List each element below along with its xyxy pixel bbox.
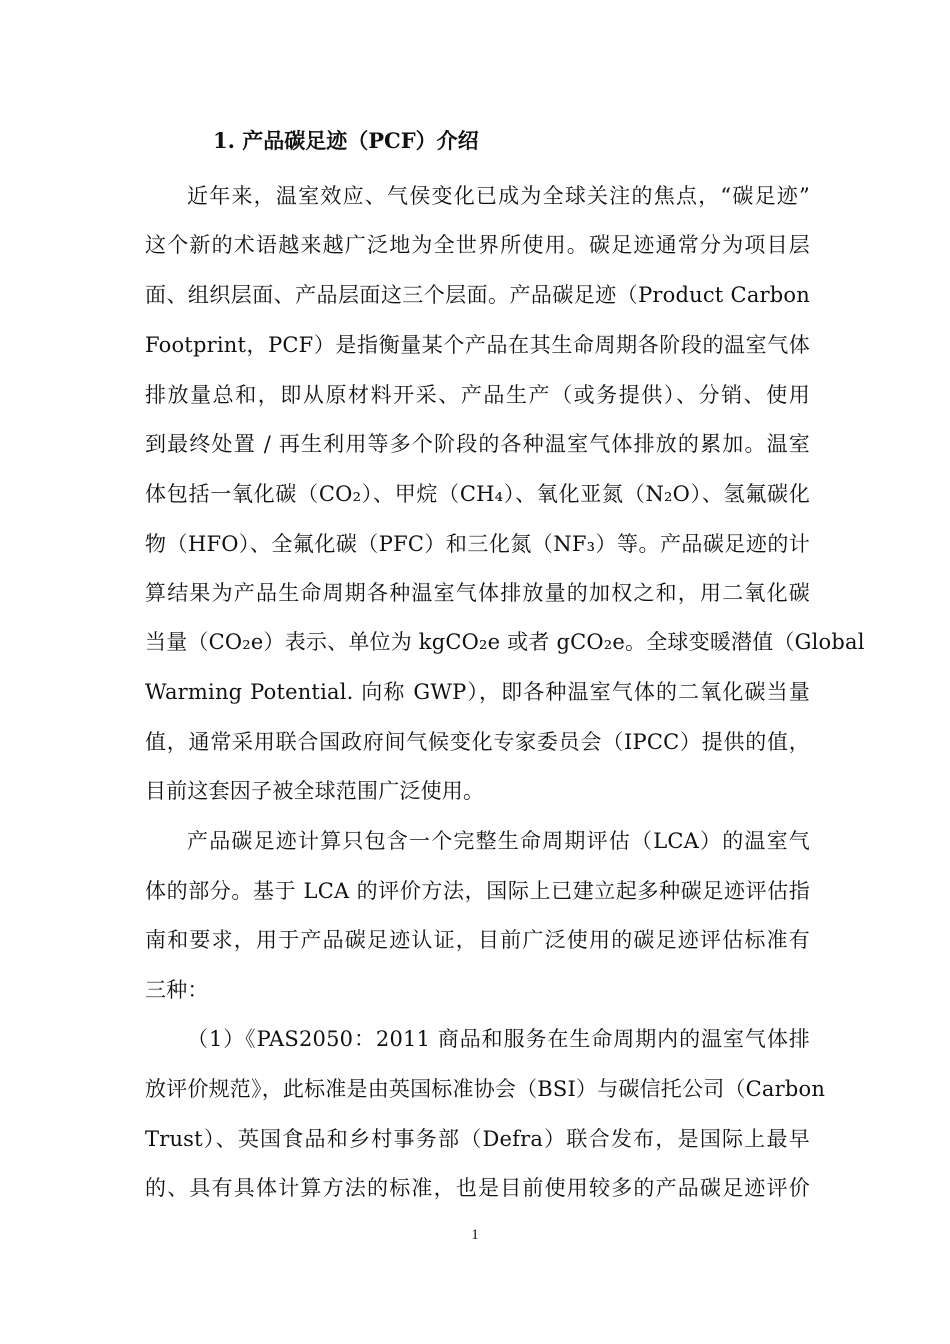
paragraph-line: 这个新的术语越来越广泛地为全世界所使用。碳足迹通常分为项目层 xyxy=(145,233,810,257)
paragraph-line: 算结果为产品生命周期各种温室气体排放量的加权之和，用二氧化碳 xyxy=(145,581,810,605)
paragraph-line: 体包括一氧化碳（CO₂）、甲烷（CH₄）、氧化亚氮（N₂O）、氢氟碳化 xyxy=(145,482,810,506)
paragraph-line: 近年来，温室效应、气侯变化已成为全球关注的焦点，“碳足迹” xyxy=(187,184,810,208)
paragraph-line: 物（HFO）、全氟化碳（PFC）和三化氮（NF₃）等。产品碳足迹的计 xyxy=(145,532,810,556)
paragraph-line: 到最终处置 / 再生利用等多个阶段的各种温室气体排放的累加。温室 xyxy=(145,432,810,456)
paragraph-line: Warming Potential. 向称 GWP），即各种温室气体的二氧化碳当量 xyxy=(145,680,810,704)
paragraph-line: Footprint，PCF）是指衡量某个产品在其生命周期各阶段的温室气体 xyxy=(145,333,810,357)
paragraph-line: 南和要求，用于产品碳足迹认证，目前广泛使用的碳足迹评估标准有 xyxy=(145,928,810,952)
paragraph-line: （1）《PAS2050：2011 商品和服务在生命周期内的温室气体排 xyxy=(187,1027,810,1051)
paragraph-line: 值，通常采用联合国政府间气候变化专家委员会（IPCC）提供的值， xyxy=(145,730,810,754)
paragraph-line: 目前这套因子被全球范围广泛使用。 xyxy=(145,779,485,803)
paragraph-line: 产品碳足迹计算只包含一个完整生命周期评估（LCA）的温室气 xyxy=(187,829,810,853)
paragraph-line: 面、组织层面、产品层面这三个层面。产品碳足迹（Product Carbon xyxy=(145,283,810,307)
paragraph-line: 排放量总和，即从原材料开采、产品生产（或务提供）、分销、使用 xyxy=(145,383,810,407)
paragraph-line: Trust）、英国食品和乡村事务部（Defra）联合发布，是国际上最早 xyxy=(145,1127,810,1151)
paragraph-line: 体的部分。基于 LCA 的评价方法，国际上已建立起多种碳足迹评估指 xyxy=(145,879,810,903)
paragraph-line: 三种： xyxy=(145,978,209,1002)
section-heading: 1. 产品碳足迹（PCF）介绍 xyxy=(213,128,479,153)
page-number: 1 xyxy=(471,1227,479,1243)
paragraph-line: 当量（CO₂e）表示、单位为 kgCO₂e 或者 gCO₂e。全球变暖潜值（Global xyxy=(145,630,865,654)
paragraph-line: 放评价规范》，此标准是由英国标准协会（BSI）与碳信托公司（Carbon xyxy=(145,1077,826,1101)
paragraph-line: 的、具有具体计算方法的标准，也是目前使用较多的产品碳足迹评价 xyxy=(145,1176,810,1200)
